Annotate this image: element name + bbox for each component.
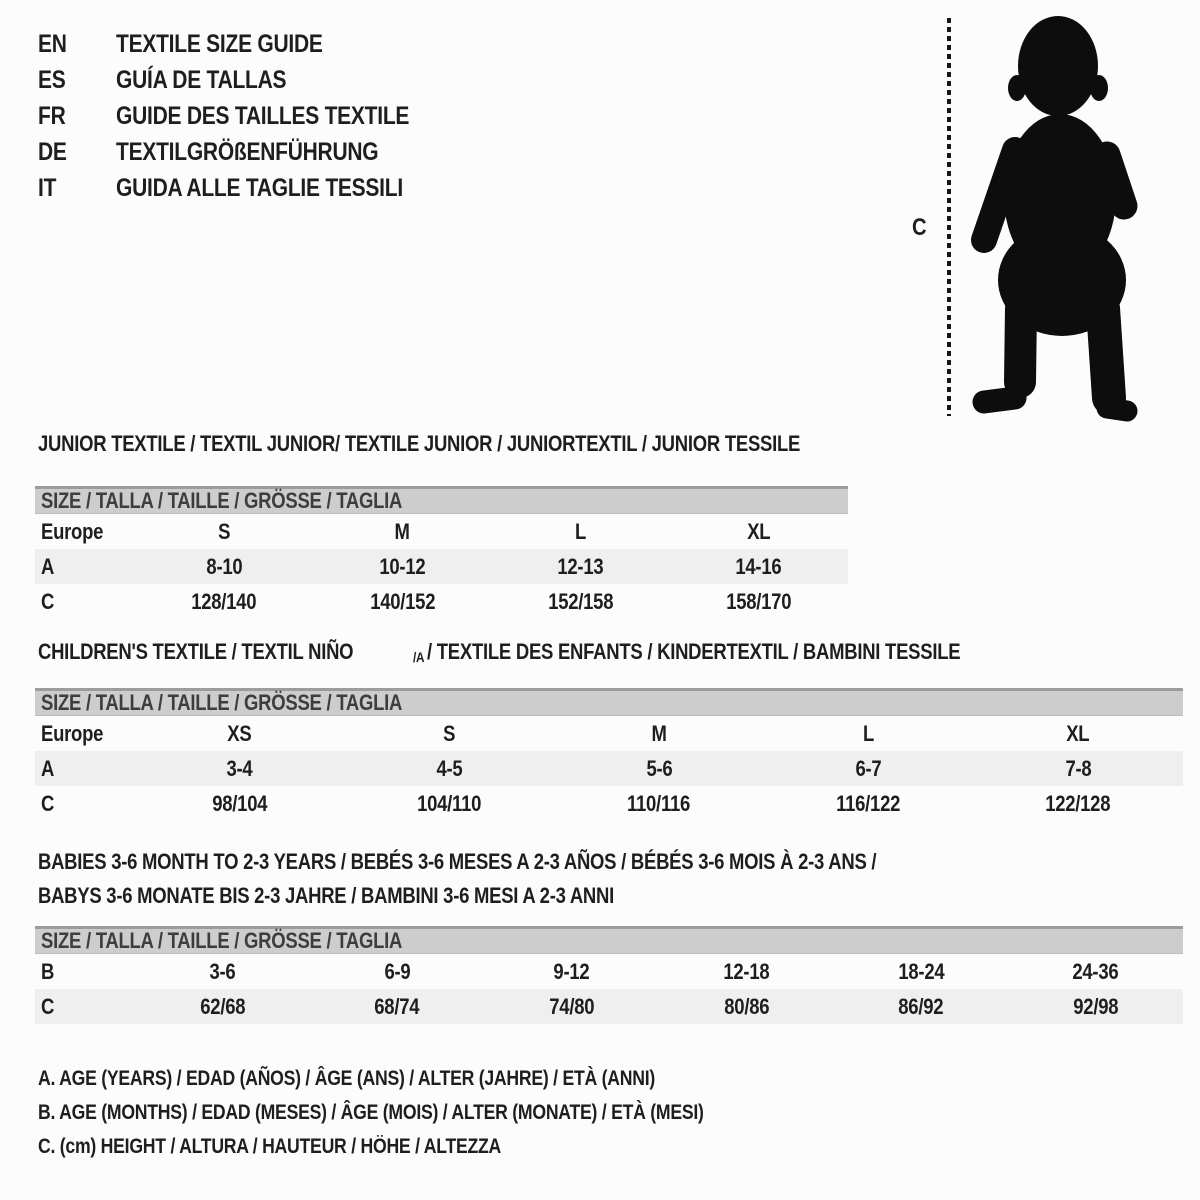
months-value: 6-9 bbox=[384, 959, 410, 984]
height-value: 140/152 bbox=[369, 589, 435, 614]
age-value: 3-4 bbox=[226, 756, 253, 781]
height-value: 98/104 bbox=[212, 791, 268, 816]
babies-size-table bbox=[35, 926, 1183, 1024]
nino-a-subscript: /A bbox=[413, 649, 425, 665]
lang-code-de: DE bbox=[38, 138, 67, 166]
guide-title-fr: GUIDE DES TAILLES TEXTILE bbox=[116, 102, 410, 130]
age-value: 12-13 bbox=[557, 554, 604, 579]
size-value: M bbox=[651, 721, 667, 746]
children-row-age bbox=[35, 751, 1183, 786]
children-section-title: CHILDREN'S TEXTILE / TEXTIL NIÑO /A / TEXTILE DES ENFANTS / KINDERTEXTIL / BAMBINI TESSILE bbox=[38, 638, 1062, 668]
junior-row-europe bbox=[35, 514, 848, 549]
height-value: 74/80 bbox=[549, 994, 595, 1019]
height-measure-label: C bbox=[912, 214, 927, 241]
months-value: 24-36 bbox=[1072, 959, 1119, 984]
size-value: S bbox=[443, 721, 456, 746]
height-value: 80/86 bbox=[723, 994, 769, 1019]
row-label: Europe bbox=[41, 519, 104, 544]
size-value: XL bbox=[747, 519, 771, 544]
babies-section-title-line2: BABYS 3-6 MONATE BIS 2-3 JAHRE / BAMBINI 3-6 MESI A 2-3 ANNI bbox=[38, 883, 614, 908]
toddler-silhouette-image bbox=[957, 8, 1157, 432]
lang-row-es bbox=[38, 62, 465, 98]
age-value: 4-5 bbox=[436, 756, 463, 781]
children-row-europe bbox=[35, 716, 1183, 751]
babies-section-title-line1: BABIES 3-6 MONTH TO 2-3 YEARS / BEBÉS 3-6 MESES A 2-3 AÑOS / BÉBÉS 3-6 MOIS À 2-3 ANS / bbox=[38, 849, 877, 874]
lang-row-en bbox=[38, 26, 465, 62]
size-value: XL bbox=[1066, 721, 1090, 746]
height-value: 110/116 bbox=[627, 791, 691, 816]
size-value: L bbox=[863, 721, 875, 746]
language-title-list bbox=[38, 26, 465, 206]
size-value: L bbox=[575, 519, 587, 544]
row-label: C bbox=[41, 791, 55, 816]
junior-row-height bbox=[35, 584, 848, 619]
guide-title-it: GUIDA ALLE TAGLIE TESSILI bbox=[116, 174, 403, 202]
months-value: 12-18 bbox=[723, 959, 770, 984]
junior-row-age bbox=[35, 549, 848, 584]
babies-row-months bbox=[35, 954, 1183, 989]
height-value: 122/128 bbox=[1045, 791, 1111, 816]
lang-code-en: EN bbox=[38, 30, 67, 58]
height-value: 152/158 bbox=[548, 589, 614, 614]
height-measure-dashed-line bbox=[947, 18, 951, 416]
legend-line-c: C. (cm) HEIGHT / ALTURA / HAUTEUR / HÖHE / ALTEZZA bbox=[38, 1135, 502, 1158]
size-value: M bbox=[394, 519, 410, 544]
age-value: 8-10 bbox=[206, 554, 243, 579]
children-size-header-bar: SIZE / TALLA / TAILLE / GRÖSSE / TAGLIA bbox=[35, 688, 1183, 716]
height-value: 158/170 bbox=[726, 589, 792, 614]
lang-row-de bbox=[38, 134, 465, 170]
height-value: 128/140 bbox=[191, 589, 257, 614]
lang-code-it: IT bbox=[38, 174, 57, 202]
height-value: 104/110 bbox=[417, 791, 482, 816]
babies-size-header-bar: SIZE / TALLA / TAILLE / GRÖSSE / TAGLIA bbox=[35, 926, 1183, 954]
legend-line-a: A. AGE (YEARS) / EDAD (AÑOS) / ÂGE (ANS) / ALTER (JAHRE) / ETÀ (ANNI) bbox=[38, 1067, 656, 1090]
row-label: C bbox=[41, 589, 55, 614]
months-value: 18-24 bbox=[897, 959, 944, 984]
height-value: 86/92 bbox=[898, 994, 944, 1019]
lang-code-es: ES bbox=[38, 66, 66, 94]
babies-row-height bbox=[35, 989, 1183, 1024]
children-row-height bbox=[35, 786, 1183, 821]
lang-row-it bbox=[38, 170, 465, 206]
row-label: A bbox=[41, 554, 55, 579]
height-value: 62/68 bbox=[199, 994, 245, 1019]
measure-legend bbox=[38, 1062, 830, 1164]
age-value: 7-8 bbox=[1065, 756, 1092, 781]
guide-title-es: GUÍA DE TALLAS bbox=[116, 66, 287, 94]
lang-code-fr: FR bbox=[38, 102, 66, 130]
age-value: 10-12 bbox=[379, 554, 426, 579]
height-value: 116/122 bbox=[836, 791, 901, 816]
junior-section-title: JUNIOR TEXTILE / TEXTIL JUNIOR/ TEXTILE JUNIOR / JUNIORTEXTIL / JUNIOR TESSILE bbox=[38, 431, 801, 456]
row-label: C bbox=[41, 994, 55, 1019]
guide-title-en: TEXTILE SIZE GUIDE bbox=[116, 30, 323, 58]
legend-line-b: B. AGE (MONTHS) / EDAD (MESES) / ÂGE (MOIS) / ALTER (MONATE) / ETÀ (MESI) bbox=[38, 1101, 704, 1124]
row-label: B bbox=[41, 959, 55, 984]
guide-title-de: TEXTILGRÖßENFÜHRUNG bbox=[116, 138, 379, 166]
age-value: 5-6 bbox=[646, 756, 672, 781]
height-value: 68/74 bbox=[374, 994, 420, 1019]
junior-size-header-bar: SIZE / TALLA / TAILLE / GRÖSSE / TAGLIA bbox=[35, 486, 848, 514]
age-value: 14-16 bbox=[735, 554, 782, 579]
months-value: 3-6 bbox=[209, 959, 236, 984]
junior-size-table bbox=[35, 486, 848, 619]
size-value: XS bbox=[227, 721, 252, 746]
age-value: 6-7 bbox=[855, 756, 882, 781]
size-value: S bbox=[218, 519, 231, 544]
height-value: 92/98 bbox=[1073, 994, 1119, 1019]
children-size-table bbox=[35, 688, 1183, 821]
row-label: Europe bbox=[41, 721, 104, 746]
months-value: 9-12 bbox=[553, 959, 590, 984]
row-label: A bbox=[41, 756, 55, 781]
lang-row-fr bbox=[38, 98, 465, 134]
